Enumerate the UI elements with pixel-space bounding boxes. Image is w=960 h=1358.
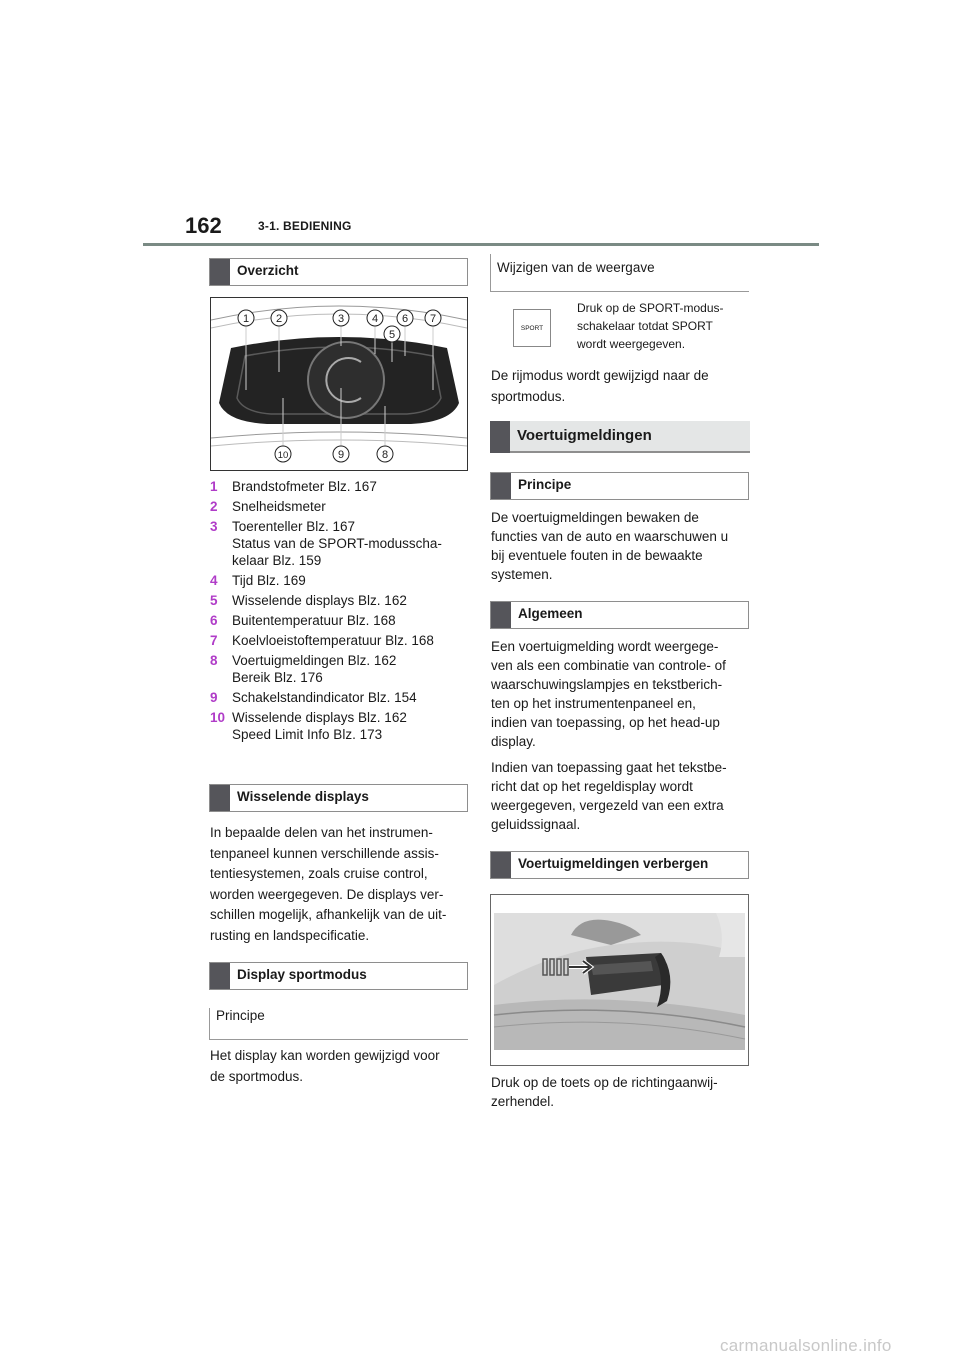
instrument-cluster-figure (210, 297, 468, 471)
subheading-bar (490, 254, 491, 291)
heading-marker (210, 963, 230, 989)
heading-marker (210, 259, 230, 285)
list-item: 9 Schakelstandindicator Blz. 154 (210, 690, 417, 705)
wisselende-displays-text: In bepaalde delen van het instrumen- tenpaneel kunnen verschillende assis- tentiesystemen, zoals cruise control, worden weergegeven. De displays ver- schillen mogelijk, afhankelijk van de uit- rusting en landspecificatie. (210, 825, 447, 943)
legend-list (210, 478, 470, 746)
sport-button-label: SPORT (520, 324, 544, 332)
section-heading-verbergen (490, 851, 749, 879)
heading-marker (491, 852, 511, 878)
section-heading-wisselende-displays (209, 784, 468, 812)
principe-text: De voertuigmeldingen bewaken de functies van de auto en waarschuwen u bij eventuele fouten in de bewaakte systemen. (491, 510, 729, 582)
callout-8: 8 (381, 449, 389, 461)
watermark: carmanualsonline.info (720, 1336, 892, 1355)
algemeen-text-2: Indien van toepassing gaat het tekstbe- richt dat op het regeldisplay wordt weergegeven, vergezeld van een extra geluidssignaal. (491, 760, 727, 832)
section-heading-voertuigmeldingen (490, 421, 750, 453)
list-item: 7 Koelvloeistoftemperatuur Blz. 168 (210, 633, 434, 648)
heading-marker (490, 421, 510, 453)
sport-instruction: Druk op de SPORT-modus- schakelaar totdat SPORT wordt weergegeven. (577, 301, 724, 351)
section-heading-display-sportmodus (209, 962, 468, 990)
heading-label: Display sportmodus (237, 967, 367, 982)
heading-label: Principe (518, 477, 572, 492)
list-item: 6 Buitentemperatuur Blz. 168 (210, 613, 396, 628)
rijmodus-text: De rijmodus wordt gewijzigd naar de sportmodus. (491, 368, 709, 404)
section-heading-principe (490, 472, 749, 500)
heading-marker (491, 473, 511, 499)
list-item: 8 Voertuigmeldingen Blz. 162 Bereik Blz. 176 (210, 653, 397, 685)
header-rule (143, 243, 819, 246)
heading-marker (491, 602, 511, 628)
instrument-cluster-illustration (211, 298, 467, 470)
callout-4: 4 (371, 313, 379, 325)
section-heading-overzicht (209, 258, 468, 286)
callout-7: 7 (429, 313, 437, 325)
algemeen-text-1: Een voertuigmelding wordt weergege- ven als een combinatie van controle- of waarschuwingslampjes en tekstberich- ten op het instrumentenpaneel en, indien van toepassing, op het head-up display. (491, 639, 726, 749)
list-item: 3 Toerenteller Blz. 167 Status van de SPORT-modusscha- kelaar Blz. 159 (210, 519, 442, 568)
heading-label: Overzicht (237, 263, 299, 278)
heading-label: Voertuigmeldingen verbergen (518, 856, 709, 871)
verbergen-text: Druk op de toets op de richtingaanwij- zerhendel. (491, 1075, 718, 1109)
sportmodus-text: Het display kan worden gewijzigd voor de sportmodus. (210, 1048, 440, 1084)
turn-signal-stalk-illustration (491, 895, 748, 1065)
callout-2: 2 (275, 313, 283, 325)
list-item: 5 Wisselende displays Blz. 162 (210, 593, 407, 608)
list-item: 4 Tijd Blz. 169 (210, 573, 306, 588)
subheading-principe (209, 1008, 468, 1040)
subheading-wijzigen (490, 254, 749, 292)
callout-6: 6 (401, 313, 409, 325)
list-item: 2 Snelheidsmeter (210, 499, 326, 514)
sport-button-icon (513, 309, 551, 347)
callout-10: 10 (277, 450, 289, 461)
heading-marker (210, 785, 230, 811)
stalk-photo-figure (490, 894, 749, 1066)
subheading-bar (209, 1008, 210, 1039)
page-number: 162 (185, 213, 222, 238)
list-item: 10 Wisselende displays Blz. 162 Speed Limit Info Blz. 173 (210, 710, 407, 742)
heading-label: Wisselende displays (237, 789, 369, 804)
chapter-title: 3-1. BEDIENING (258, 219, 352, 233)
heading-label: Algemeen (518, 606, 583, 621)
section-heading-algemeen (490, 601, 749, 629)
subheading-label: Principe (216, 1008, 265, 1023)
callout-5: 5 (388, 329, 396, 341)
callout-3: 3 (337, 313, 345, 325)
subheading-label: Wijzigen van de weergave (497, 260, 655, 275)
heading-label: Voertuigmeldingen (517, 427, 652, 444)
callout-9: 9 (337, 449, 345, 461)
callout-1: 1 (242, 313, 250, 325)
list-item: 1 Brandstofmeter Blz. 167 (210, 479, 377, 494)
